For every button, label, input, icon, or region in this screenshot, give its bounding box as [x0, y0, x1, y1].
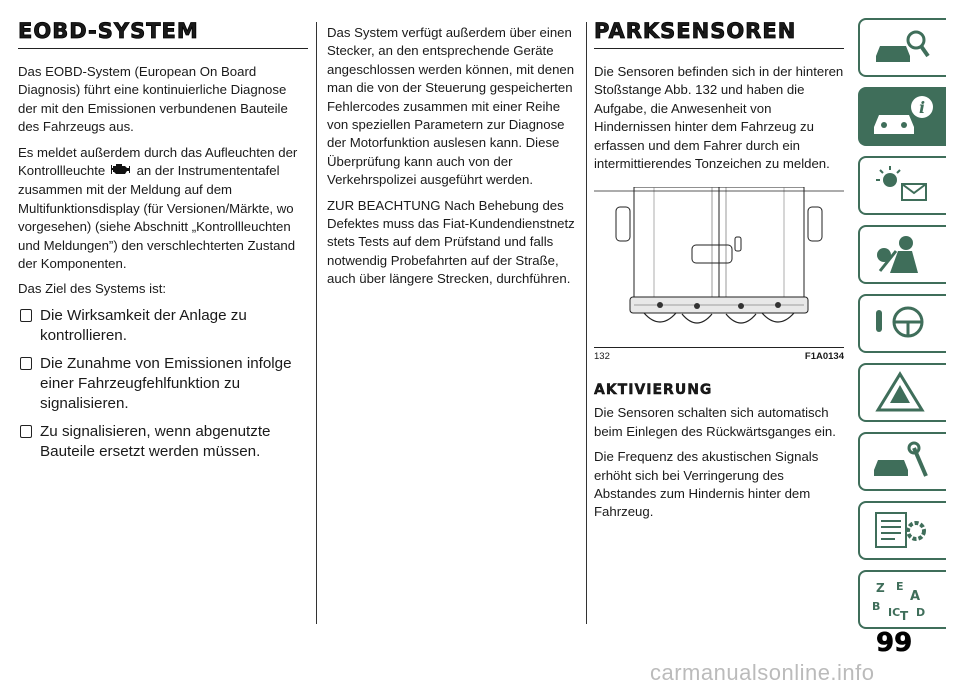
parking-sensors-intro: Die Sensoren befinden sich in der hinteren Stoßstange Abb. 132 und haben die Aufgabe, die Anwesenheit von Hindernissen hinter dem Fahrzeug zu erfassen und dem Fahrer durch ein intermittierendes Tonzeichen zu melden.	[594, 64, 844, 172]
car-info-icon	[870, 95, 934, 139]
tab-knowing-vehicle[interactable]	[858, 18, 946, 77]
parking-sensors-heading: PARKSENSOREN	[594, 18, 844, 49]
activation-paragraph-1: Die Sensoren schalten sich automatisch beim Einlegen des Rückwärtsganges ein.	[594, 405, 836, 439]
svg-text:IC: IC	[888, 606, 901, 619]
checkbox-bullet-icon	[20, 357, 32, 370]
steering-wheel-icon	[870, 302, 930, 344]
page-number: 99	[876, 628, 913, 658]
chapter-tabs	[858, 18, 948, 639]
figure-rear-bumper	[594, 187, 844, 362]
checkbox-bullet-icon	[20, 425, 32, 438]
site-watermark: carmanualsonline.info	[650, 660, 875, 685]
svg-text:B: B	[872, 600, 881, 613]
alphabet-index-icon	[870, 578, 934, 622]
tab-maintenance[interactable]	[858, 432, 946, 491]
svg-text:A: A	[910, 589, 921, 604]
figure-code: F1A0134	[804, 351, 844, 363]
rear-van-sensors-illustration	[594, 187, 844, 347]
warning-lights-icon	[870, 164, 930, 206]
tab-driving[interactable]	[858, 294, 946, 353]
airbag-seat-icon	[870, 233, 930, 275]
parking-sensors-column	[594, 18, 844, 529]
activation-heading: AKTIVIERUNG	[594, 382, 713, 399]
engine-check-icon	[110, 162, 132, 181]
list-item: Die Wirksamkeit der Anlage zu kontrollieren.	[18, 306, 308, 346]
eobd-column	[18, 18, 308, 470]
eobd-warning-end: an der Instrumententafel zusammen mit der Meldung auf dem Multifunktionsdisplay (für Versionen/Märkte, wo vorgesehen) (siehe Abschnitt „Kontrollleuchten und Meldungen”) den verschlechterten Zustand der Komponenten.	[18, 163, 296, 272]
figure-number: 132	[594, 351, 610, 363]
svg-text:Z: Z	[876, 581, 885, 595]
list-item: Zu signalisieren, wenn abgenutzte Bauteile ersetzt werden müssen.	[18, 422, 308, 462]
specs-gear-icon	[870, 509, 930, 551]
car-search-icon	[870, 26, 930, 68]
svg-text:D: D	[916, 606, 926, 619]
svg-text:E: E	[896, 580, 904, 593]
tab-warning-lights[interactable]	[858, 156, 946, 215]
warning-triangle-icon	[870, 371, 930, 413]
eobd-goal-list	[18, 306, 308, 462]
tab-emergency[interactable]	[858, 363, 946, 422]
eobd-continued-column	[327, 24, 577, 296]
column-divider	[586, 22, 587, 624]
eobd-intro: Das EOBD-System (European On Board Diagnosis) führt eine kontinuierliche Diagnose der mit den Emissionen verbundenen Bauteile des Fahrzeugs aus.	[18, 64, 288, 135]
figure-caption	[594, 347, 844, 362]
tab-safety-info[interactable]	[858, 87, 946, 146]
checkbox-bullet-icon	[20, 309, 32, 322]
tab-safety-systems[interactable]	[858, 225, 946, 284]
eobd-goal-intro: Das Ziel des Systems ist:	[18, 281, 167, 297]
activation-paragraph-2: Die Frequenz des akustischen Signals erhöht sich bei Verringerung des Abstandes zum Hindernis hinter dem Fahrzeug.	[594, 449, 819, 520]
car-wrench-icon	[870, 440, 930, 482]
list-item: Die Zunahme von Emissionen infolge einer Fahrzeugfehlfunktion zu signalisieren.	[18, 354, 308, 414]
eobd-warning-paragraph	[18, 144, 308, 274]
column-divider	[316, 22, 317, 624]
connector-paragraph: Das System verfügt außerdem über einen Stecker, an den entsprechende Geräte angeschlossen werden können, mit denen man die von der Steuerung gespeicherten Fehlercodes zusammen mit einer Reihe von speziellen Parametern zur Diagnose der Motorfunktion auslesen kann. Diese Überprüfung kann auch von der Verkehrspolizei ausgeführt werden.	[327, 25, 575, 188]
svg-text:i: i	[919, 98, 926, 117]
svg-text:T: T	[900, 609, 909, 622]
tab-technical-data[interactable]	[858, 501, 946, 560]
eobd-heading: EOBD-SYSTEM	[18, 18, 308, 49]
note-paragraph: ZUR BEACHTUNG Nach Behebung des Defektes muss das Fiat-Kundendienstnetz stets Tests auf dem Prüfstand und falls notwendig Probefahrten auf der Straße, auch über längere Strecken, durchführen.	[327, 197, 575, 287]
tab-index[interactable]	[858, 570, 946, 629]
eobd-warning-start: Es meldet außerdem durch das Aufleuchten der Kontrollleuchte	[18, 144, 298, 179]
